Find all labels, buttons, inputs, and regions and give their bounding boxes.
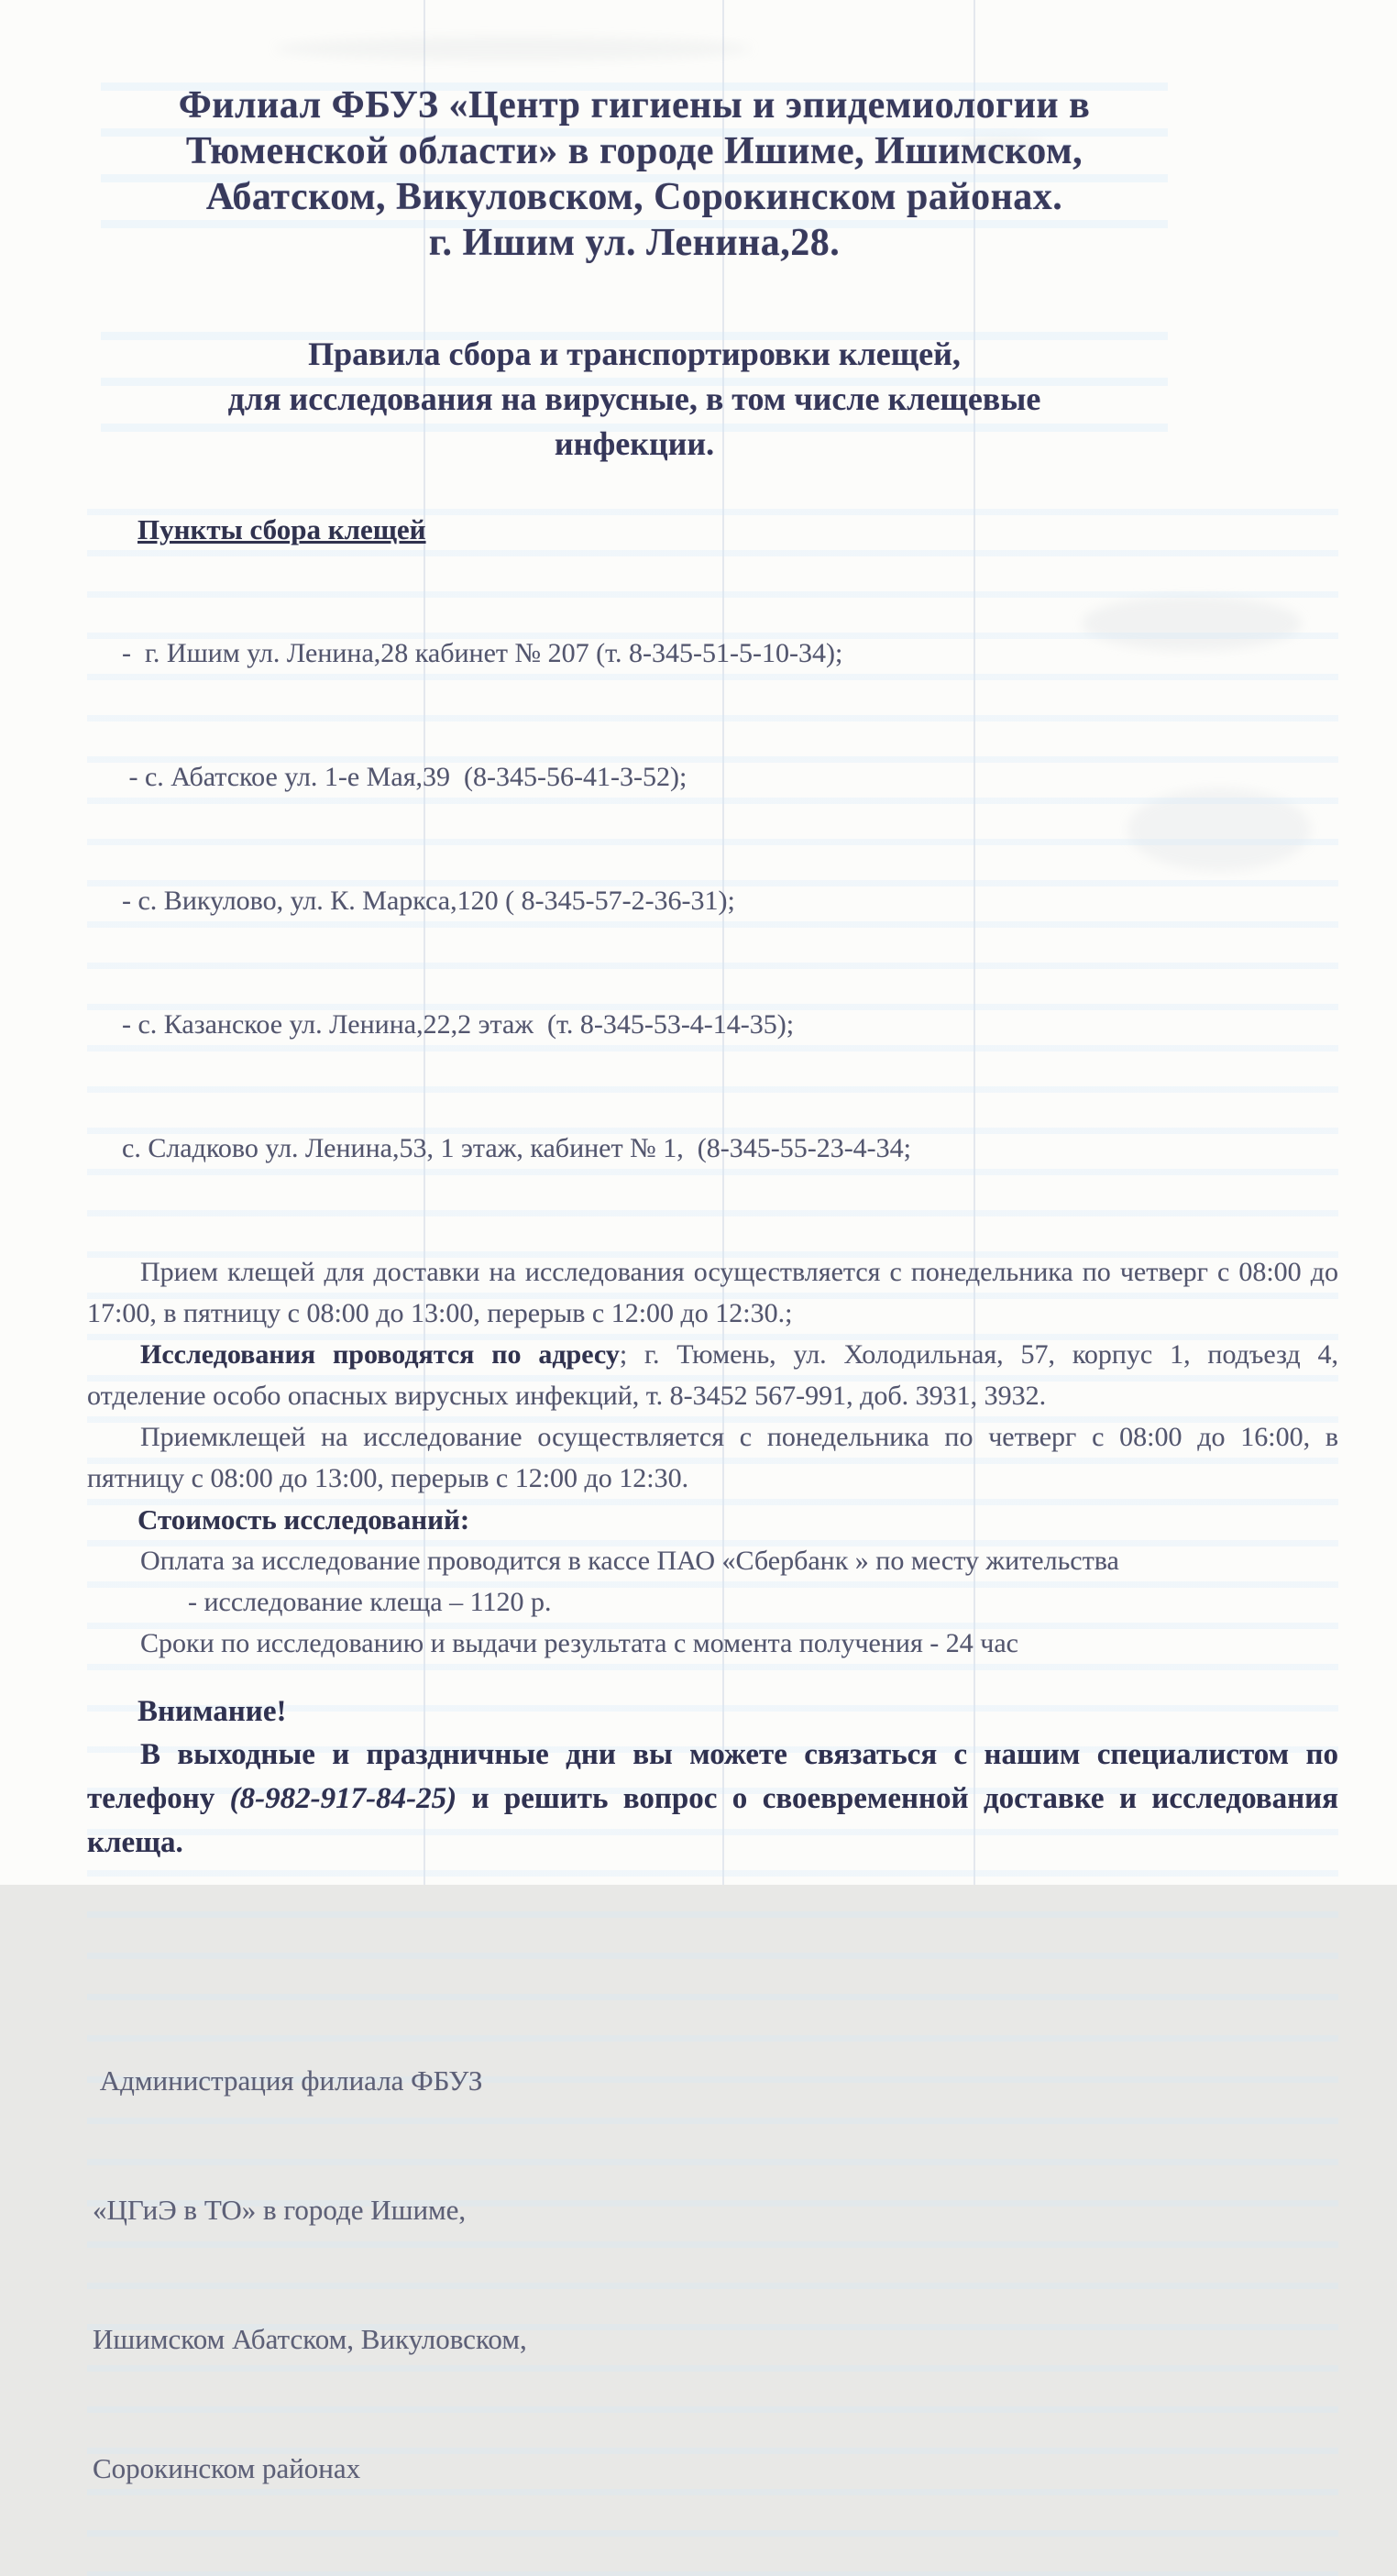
attention-text-before: В выходные и праздничные дни вы можете связаться с нашим специалистом по телефону	[87, 1738, 1338, 1815]
attention-heading: Внимание!	[138, 1695, 287, 1728]
document-content	[87, 509, 1338, 2576]
signature-line: Ишимском Абатском, Викуловском,	[93, 2323, 527, 2355]
attention-text-after: и решить вопрос о своевременной доставке и исследования клеща.	[87, 1782, 1338, 1859]
collection-points-list	[87, 550, 1338, 1251]
subtitle-line: для исследования на вирусные, в том числе клещевые	[227, 380, 1041, 417]
title-line: Абатском, Викуловском, Сорокинском районах.	[205, 176, 1063, 218]
signature-line: Сорокинском районах	[93, 2452, 361, 2484]
reception-delivery-paragraph: Прием клещей для доставки на исследования осуществляется с понедельника по четверг с 08:00 до 17:00, в пятницу с 08:00 до 13:00, перерыв с 12:00 до 12:30.;	[87, 1257, 1338, 1328]
price-line: - исследование клеща – 1120 р.	[188, 1587, 552, 1617]
signature-line: «ЦГиЭ в ТО» в городе Ишиме,	[93, 2194, 467, 2226]
terms-line: Сроки по исследованию и выдачи результата с момента получения - 24 час	[140, 1628, 1018, 1658]
research-address-lead: Исследования проводятся по адресу	[140, 1339, 620, 1370]
list-item: - с. Казанское ул. Ленина,22,2 этаж (т. 8-345-53-4-14-35);	[122, 1009, 795, 1040]
list-item: - с. Абатское ул. 1-е Мая,39 (8-345-56-41-3-52);	[122, 762, 688, 792]
research-address-paragraph	[87, 1334, 1338, 1416]
title-line: Филиал ФБУЗ «Центр гигиены и эпидемиологии в	[178, 84, 1091, 127]
attention-paragraph	[87, 1733, 1338, 1865]
cost-heading: Стоимость исследований:	[138, 1503, 470, 1536]
title-line: Тюменской области» в городе Ишиме, Ишимском,	[185, 130, 1084, 172]
signature-block	[93, 1973, 1338, 2576]
list-item: с. Сладково ул. Ленина,53, 1 этаж, кабинет № 1, (8-345-55-23-4-34;	[122, 1133, 912, 1163]
collection-points-heading: Пункты сбора клещей	[138, 513, 426, 545]
document-subtitle	[101, 332, 1168, 467]
attention-phone-number: (8-982-917-84-25)	[229, 1782, 457, 1815]
reception-research-paragraph: Приемклещей на исследование осуществляется с понедельника по четверг с 08:00 до 16:00, в пятницу с 08:00 до 13:00, перерыв с 12:00 до 12:30.	[87, 1422, 1338, 1493]
subtitle-line: инфекции.	[554, 425, 715, 462]
list-item: - г. Ишим ул. Ленина,28 кабинет № 207 (т. 8-345-51-5-10-34);	[122, 638, 843, 668]
list-item: - с. Викулово, ул. К. Маркса,120 ( 8-345-57-2-36-31);	[122, 886, 735, 916]
signature-line: Администрация филиала ФБУЗ	[93, 2064, 483, 2097]
subtitle-line: Правила сбора и транспортировки клещей,	[308, 336, 961, 372]
research-address-rest: ; г. Тюмень, ул. Холодильная, 57, корпус 1, подъезд 4, отделение особо опасных вирусных инфекций, т. 8-3452 567-991, доб. 3931, 3932.	[87, 1339, 1338, 1411]
document-title	[101, 83, 1168, 266]
payment-paragraph: Оплата за исследование проводится в кассе ПАО «Сбербанк » по месту жительства	[140, 1546, 1119, 1576]
title-line: г. Ишим ул. Ленина,28.	[428, 222, 841, 264]
